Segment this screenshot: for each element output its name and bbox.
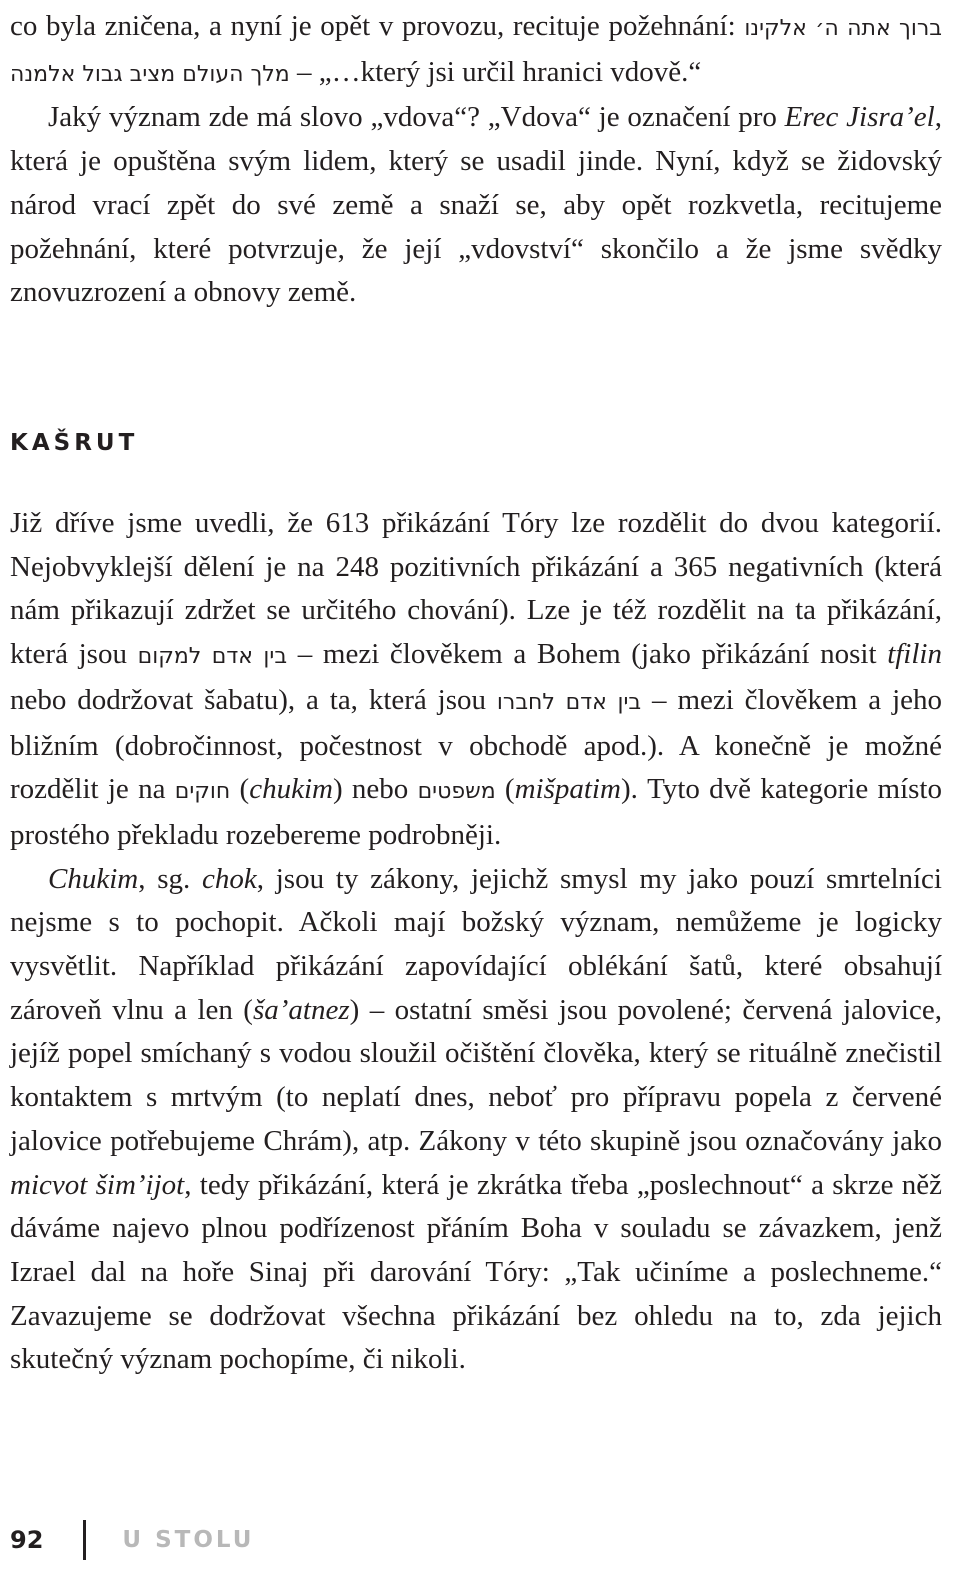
text-run: Jaký význam zde má slovo „vdova“? „Vdova“ je označení pro	[48, 101, 785, 134]
body-paragraph-2	[10, 858, 942, 1382]
text-run: (	[230, 773, 250, 806]
text-run: – mezi člověkem a Bohem (jako přikázání nosit	[287, 638, 888, 671]
italic-term: micvot šim’ijot	[10, 1168, 185, 1201]
text-run: co byla zničena, a nyní je opět v provozu, recituje požehnání:	[10, 10, 745, 42]
footer-divider	[83, 1520, 86, 1560]
italic-term: ša’atnez	[252, 993, 350, 1026]
hebrew-phrase: משפטים	[417, 779, 496, 805]
text-run: ) – ostatní směsi jsou povolené; červená jalovice, jejíž popel smíchaný s vodou sloužil očištění člověka, který se rituálně znečistil kontaktem s mrtvým (to neplatí dnes, neboť pro přípravu popela z červené jalovice potřebujeme Chrám), atp. Zákony v této skupině jsou označovány jako	[10, 993, 942, 1157]
italic-term: tfilin	[887, 638, 942, 671]
hebrew-phrase: ברוך אתה ה׳ אלקינו מלך העולם מציב גבול אלמנה	[10, 16, 942, 87]
hebrew-phrase: חוקים	[174, 779, 231, 805]
intro-text	[10, 5, 942, 315]
section-heading: KAŠRUT	[10, 430, 139, 456]
text-run: – mezi člověkem a jeho bližním (dobročinnost, počestnost v obchodě apod.). A konečně je možné rozdělit je na	[10, 683, 942, 806]
text-run: , která je opuštěna svým lidem, který se usadil jinde. Nyní, když se židovský národ vrací zpět do své země a snaží se, aby opět rozkvetla, recitujeme požehnání, které potvrzuje, že její „vdovství“ skončilo a že jsme svědky znovuzrození a obnovy země.	[10, 101, 942, 309]
running-head: U STOLU	[122, 1527, 255, 1553]
intro-paragraph-1	[10, 5, 942, 96]
page-footer	[10, 1520, 254, 1560]
intro-paragraph-2	[10, 96, 942, 315]
italic-term: chok	[201, 862, 257, 895]
italic-term: mišpatim	[514, 773, 621, 806]
page-number: 92	[10, 1526, 44, 1554]
hebrew-phrase: בין אדם למקום	[137, 644, 288, 670]
text-run: nebo dodržovat šabatu), a ta, která jsou	[10, 683, 497, 716]
text-run: – „…který jsi určil hranici vdově.“	[289, 55, 702, 88]
text-run: Již dříve jsme uvedli, že 613 přikázání Tóry lze rozdělit do dvou kategorií. Nejobvyklejší dělení je na 248 pozitivních přikázání a 365 negativních (která nám přikazují zdržet se určitého chování). Lze je též rozdělit na ta přikázání, která jsou	[10, 507, 942, 671]
italic-term: chukim	[249, 773, 333, 806]
italic-term: Erec Jisra’el	[784, 101, 935, 134]
text-run: ) nebo	[332, 773, 418, 806]
text-run: (	[495, 773, 515, 806]
italic-term: Chukim	[48, 862, 139, 895]
text-run: , jsou ty zákony, jejichž smysl my jako pouzí smrtelníci nejsme s to pochopit. Ačkoli mají božský význam, nemůžeme je logicky vysvětlit. Například přikázání zapovídající oblékání šatů, které obsahují zároveň vlnu a len (	[10, 862, 942, 1026]
body-paragraph-1	[10, 502, 942, 858]
text-run: ). Tyto dvě kategorie místo prostého překladu rozebereme podrobněji.	[10, 773, 942, 851]
text-run: , tedy přikázání, která je zkrátka třeba „poslechnout“ a skrze něž dáváme najevo plnou podřízenost přáním Boha v souladu se závazkem, jenž Izrael dal na hoře Sinaj při darování Tóry: „Tak učiníme a poslechneme.“ Zavazujeme se dodržovat všechna přikázání bez ohledu na to, zda jejich skutečný význam pochopíme, či nikoli.	[10, 1168, 942, 1376]
section-body	[10, 502, 942, 1382]
text-run: , sg.	[138, 862, 202, 895]
hebrew-phrase: בין אדם לחברו	[496, 689, 642, 715]
